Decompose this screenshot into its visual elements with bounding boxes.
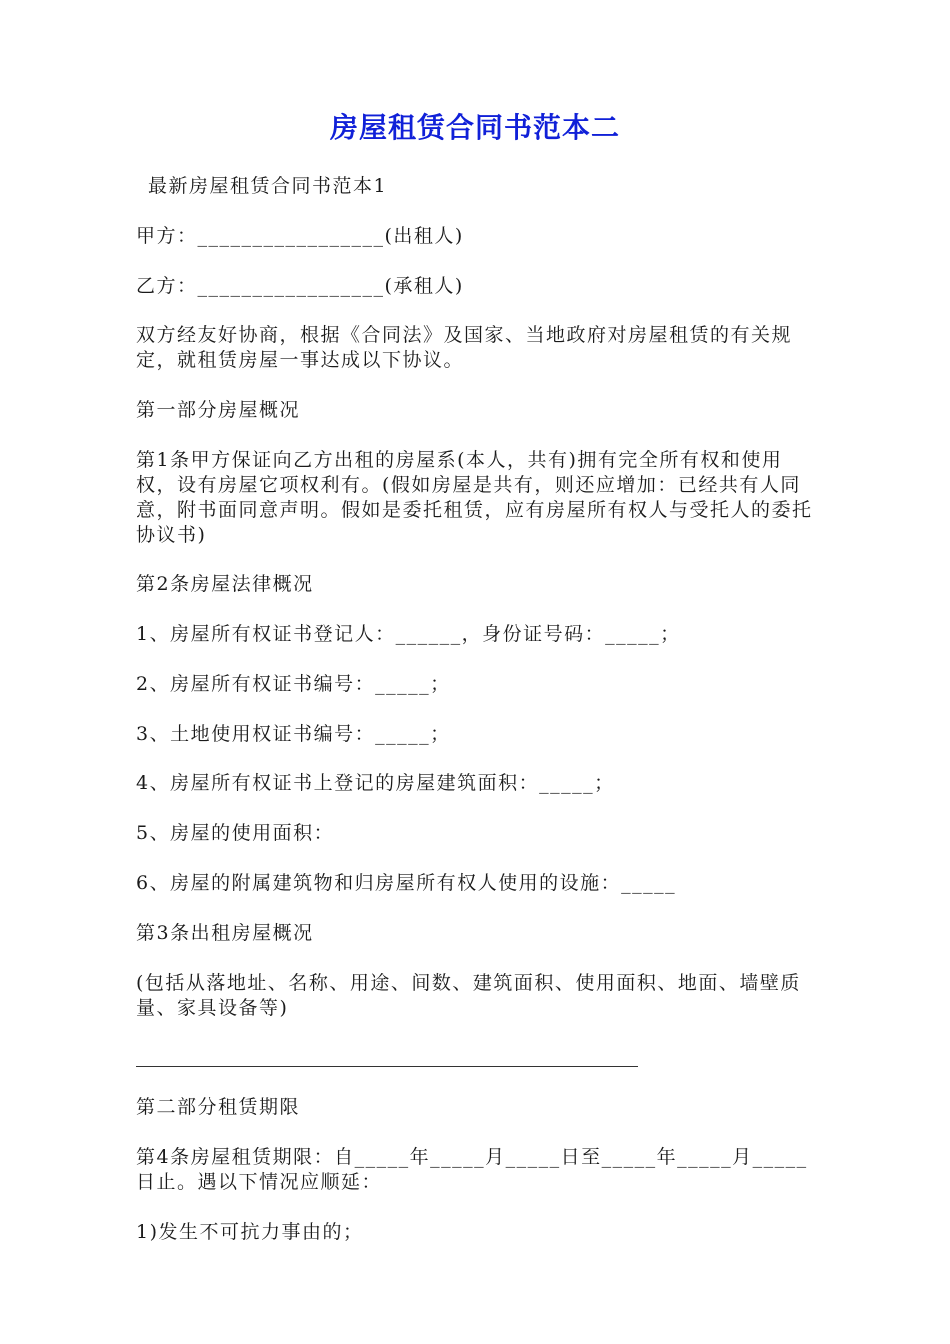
clause-paragraph: 第4条房屋租赁期限：自_____年_____月_____日至_____年_____月_____日止。遇以下情况应顺延：: [136, 1146, 808, 1193]
list-item: 1)发生不可抗力事由的；: [136, 1221, 364, 1243]
clause-paragraph: 第1条甲方保证向乙方出租的房屋系(本人，共有)拥有完全所有权和使用权，设有房屋它项权利有。(假如房屋是共有，则还应增加：已经共有人同意，附书面同意声明。假如是委托租赁，应有房屋所有权人与受托人的委托协议书): [136, 449, 813, 546]
list-item: 1、房屋所有权证书登记人：______，身份证号码：_____；: [136, 623, 681, 645]
clause-paragraph: (包括从落地址、名称、用途、间数、建筑面积、使用面积、地面、墙壁质量、家具设备等): [136, 972, 801, 1019]
list-item: 6、房屋的附属建筑物和归房屋所有权人使用的设施：_____: [136, 872, 677, 894]
party-a-line: 甲方：_________________(出租人): [136, 225, 464, 247]
clause-heading: 第2条房屋法律概况: [136, 573, 314, 595]
party-b-line: 乙方：_________________(承租人): [136, 275, 464, 297]
fill-in-line: [136, 1066, 638, 1067]
list-item: 2、房屋所有权证书编号：_____；: [136, 673, 451, 695]
section-heading: 第二部分租赁期限: [136, 1096, 301, 1118]
list-item: 5、房屋的使用面积：: [136, 822, 335, 844]
section-heading: 第一部分房屋概况: [136, 399, 301, 421]
list-item: 3、土地使用权证书编号：_____；: [136, 723, 451, 745]
preamble-paragraph: 双方经友好协商，根据《合同法》及国家、当地政府对房屋租赁的有关规定，就租赁房屋一事达成以下协议。: [136, 324, 793, 371]
list-item: 4、房屋所有权证书上登记的房屋建筑面积：_____；: [136, 772, 615, 794]
document-title: 房屋租赁合同书范本二: [329, 111, 620, 144]
subtitle-paragraph: 最新房屋租赁合同书范本1: [148, 175, 388, 197]
clause-heading: 第3条出租房屋概况: [136, 922, 314, 944]
